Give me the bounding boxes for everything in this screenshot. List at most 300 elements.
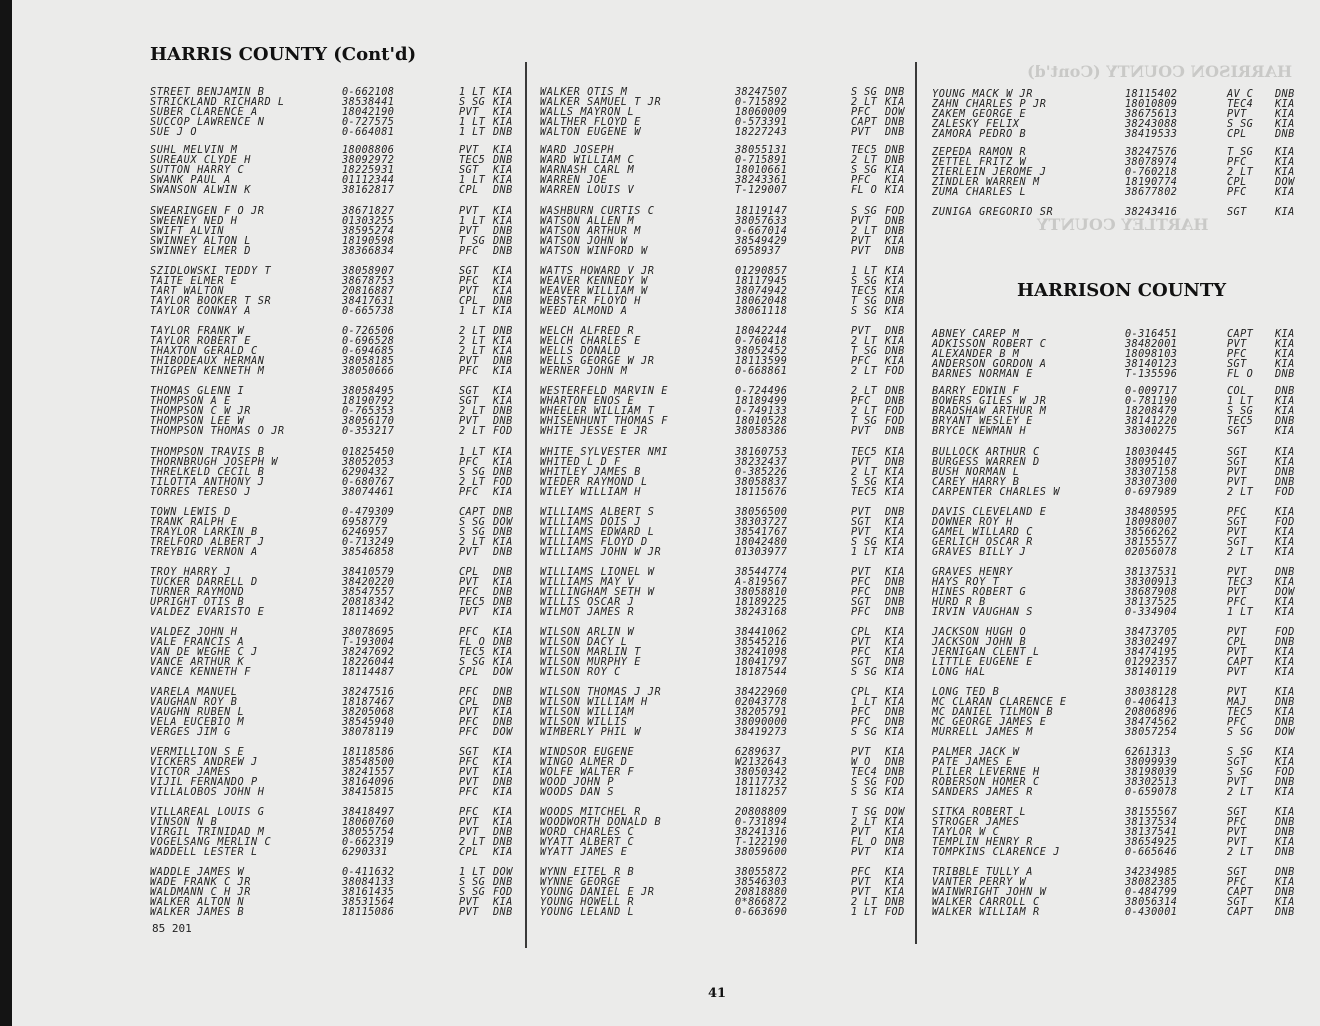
roster-entry <box>932 848 1312 858</box>
entry-status: DOW <box>493 517 513 528</box>
entry-status: DNB <box>885 717 905 728</box>
entry-status: KIA <box>493 97 513 108</box>
entry-status: FOD <box>885 416 905 427</box>
entry-grade: SGT <box>1227 207 1247 218</box>
entry-grade: PVT <box>851 507 871 518</box>
entry-grade: S SG <box>851 276 878 287</box>
entry-grade: SGT <box>1227 517 1247 528</box>
entry-name: STRICKLAND RICHARD L <box>150 97 285 108</box>
entry-name: WARD JOSEPH <box>540 145 615 156</box>
entry-name: WILMOT JAMES R <box>540 607 635 618</box>
entry-grade: 1 LT <box>459 127 486 138</box>
entry-serial-number: 38418497 <box>342 807 395 818</box>
entry-serial-number: 38654925 <box>1125 837 1178 848</box>
roster-entry <box>932 588 1312 598</box>
entry-status: DNB <box>885 216 905 227</box>
entry-grade: PFC <box>459 627 479 638</box>
entry-status: FOD <box>1275 627 1295 638</box>
entry-grade: SGT <box>459 386 479 397</box>
entry-name: THOMPSON A E <box>150 396 231 407</box>
entry-serial-number: 38677802 <box>1125 187 1178 198</box>
entry-name: TAITE ELMER E <box>150 276 238 287</box>
entry-name: VAUGHN RUBEN L <box>150 707 245 718</box>
entry-status: DNB <box>885 226 905 237</box>
entry-name: WYATT ALBERT C <box>540 837 635 848</box>
entry-grade: FL O <box>459 637 486 648</box>
entry-name: VIRGIL TRINIDAD M <box>150 827 265 838</box>
entry-name: MC CLARAN CLARENCE E <box>932 697 1067 708</box>
entry-serial-number: 0-781190 <box>1125 396 1178 407</box>
roster-block <box>932 208 1312 218</box>
entry-serial-number: 38538441 <box>342 97 395 108</box>
entry-status: DNB <box>885 757 905 768</box>
entry-grade: PVT <box>459 107 479 118</box>
entry-name: VANCE ARTHUR K <box>150 657 245 668</box>
entry-status: DNB <box>493 246 513 257</box>
entry-status: DNB <box>885 246 905 257</box>
entry-status: KIA <box>885 747 905 758</box>
entry-grade: PVT <box>459 767 479 778</box>
entry-serial-number: 38545940 <box>342 717 395 728</box>
entry-status: FOD <box>493 887 513 898</box>
entry-status: DNB <box>493 527 513 538</box>
entry-serial-number: 38052452 <box>735 346 788 357</box>
roster-entry <box>932 208 1312 218</box>
entry-grade: PFC <box>851 577 871 588</box>
entry-name: WIMBERLY PHIL W <box>540 727 642 738</box>
entry-name: SZIDLOWSKI TEDDY T <box>150 266 272 277</box>
entry-serial-number: 18042190 <box>342 107 395 118</box>
column-divider <box>525 62 527 948</box>
entry-name: TROY HARRY J <box>150 567 231 578</box>
entry-status: DOW <box>885 107 905 118</box>
entry-serial-number: 0-726506 <box>342 326 395 337</box>
entry-grade: 1 LT <box>851 266 878 277</box>
entry-status: DOW <box>493 667 513 678</box>
entry-name: THIBODEAUX HERMAN <box>150 356 265 367</box>
entry-name: BARRY EDWIN F <box>932 386 1020 397</box>
entry-name: WYNNE GEORGE <box>540 877 621 888</box>
entry-name: TRAYLOR LARKIN B <box>150 527 258 538</box>
entry-status: KIA <box>1275 157 1295 168</box>
entry-status: DNB <box>493 326 513 337</box>
entry-grade: T SG <box>1227 147 1254 158</box>
entry-serial-number: 38595274 <box>342 226 395 237</box>
entry-grade: SGT <box>459 747 479 758</box>
entry-serial-number: 18187467 <box>342 697 395 708</box>
entry-name: MURRELL JAMES M <box>932 727 1034 738</box>
harrison-county-heading: HARRISON COUNTY <box>1017 280 1227 301</box>
entry-serial-number: 0-765353 <box>342 406 395 417</box>
entry-serial-number: 38058495 <box>342 386 395 397</box>
entry-status: KIA <box>493 276 513 287</box>
entry-status: KIA <box>1275 207 1295 218</box>
entry-name: WHITLEY JAMES B <box>540 467 642 478</box>
entry-status: FOD <box>885 366 905 377</box>
entry-grade: PFC <box>459 727 479 738</box>
entry-name: TREYBIG VERNON A <box>150 547 258 558</box>
scan-left-edge <box>0 0 12 1026</box>
entry-status: DNB <box>885 577 905 588</box>
entry-name: WARREN LOUIS V <box>540 185 635 196</box>
entry-status: DNB <box>493 467 513 478</box>
entry-serial-number: 38074461 <box>342 487 395 498</box>
entry-grade: 1 LT <box>1227 607 1254 618</box>
entry-name: WALLS MAYRON L <box>540 107 635 118</box>
entry-status: KIA <box>1275 109 1295 120</box>
roster-entry <box>540 607 905 618</box>
entry-grade: 2 LT <box>1227 787 1254 798</box>
entry-serial-number: 38164096 <box>342 777 395 788</box>
entry-grade: PVT <box>459 907 479 918</box>
entry-grade: S SG <box>459 657 486 668</box>
entry-serial-number: 38057633 <box>735 216 788 227</box>
entry-serial-number: 18010528 <box>735 416 788 427</box>
entry-name: WILLIS OSCAR J <box>540 597 635 608</box>
entry-serial-number: 18189225 <box>735 597 788 608</box>
entry-grade: CPL <box>459 667 479 678</box>
entry-grade: PVT <box>1227 827 1247 838</box>
entry-name: GRAVES HENRY <box>932 567 1013 578</box>
entry-status: KIA <box>885 487 905 498</box>
entry-status: KIA <box>885 286 905 297</box>
entry-status: DNB <box>1275 386 1295 397</box>
entry-name: THORNBRUGH JOSEPH W <box>150 457 278 468</box>
entry-name: ZAMORA PEDRO B <box>932 129 1027 140</box>
entry-grade: T SG <box>851 807 878 818</box>
entry-serial-number: 01825450 <box>342 447 395 458</box>
entry-status: KIA <box>493 577 513 588</box>
entry-name: WARD WILLIAM C <box>540 155 635 166</box>
entry-status: FOD <box>885 406 905 417</box>
entry-status: KIA <box>885 477 905 488</box>
entry-status: KIA <box>1275 837 1295 848</box>
entry-serial-number: 0-353217 <box>342 426 395 437</box>
entry-serial-number: 02056078 <box>1125 547 1178 558</box>
entry-grade: 2 LT <box>1227 547 1254 558</box>
entry-name: SUREAUX CLYDE H <box>150 155 252 166</box>
roster-block <box>540 145 905 196</box>
entry-serial-number: 38056500 <box>735 507 788 518</box>
entry-grade: CAPT <box>1227 329 1254 340</box>
entry-serial-number: 38141220 <box>1125 416 1178 427</box>
entry-serial-number: 38137534 <box>1125 817 1178 828</box>
entry-name: TAYLOR FRANK W <box>150 326 245 337</box>
entry-status: DNB <box>1275 89 1295 100</box>
entry-name: WESTERFELD MARVIN E <box>540 386 668 397</box>
entry-serial-number: 38055872 <box>735 867 788 878</box>
entry-grade: PVT <box>851 127 871 138</box>
entry-status: KIA <box>885 627 905 638</box>
entry-name: YOUNG LELAND L <box>540 907 635 918</box>
entry-grade: S SG <box>851 477 878 488</box>
roster-entry <box>150 607 513 618</box>
entry-status: KIA <box>885 266 905 277</box>
entry-status: DNB <box>885 587 905 598</box>
entry-grade: TEC5 <box>459 155 486 166</box>
entry-serial-number: 18008806 <box>342 145 395 156</box>
entry-grade: 1 LT <box>851 547 878 558</box>
entry-grade: S SG <box>851 727 878 738</box>
entry-grade: CAPT <box>1227 887 1254 898</box>
entry-grade: TEC5 <box>851 487 878 498</box>
roster-entry <box>150 787 513 798</box>
entry-name: WOODS DAN S <box>540 787 615 798</box>
entry-status: DNB <box>885 657 905 668</box>
entry-grade: SGT <box>851 517 871 528</box>
entry-status: KIA <box>1275 457 1295 468</box>
entry-serial-number: 18118586 <box>342 747 395 758</box>
roster-entry <box>540 547 905 558</box>
entry-grade: 2 LT <box>459 477 486 488</box>
entry-serial-number: 38307158 <box>1125 467 1178 478</box>
entry-name: WILSON MURPHY E <box>540 657 642 668</box>
entry-status: KIA <box>1275 147 1295 158</box>
entry-serial-number: 20808809 <box>735 807 788 818</box>
entry-name: WILSON THOMAS J JR <box>540 687 662 698</box>
entry-serial-number: 0-484799 <box>1125 887 1178 898</box>
roster-block <box>932 688 1312 738</box>
entry-name: TOWN LEWIS D <box>150 507 231 518</box>
entry-status: DNB <box>885 457 905 468</box>
entry-grade: PVT <box>1227 777 1247 788</box>
entry-serial-number: 0-430001 <box>1125 907 1178 918</box>
entry-serial-number: 18041797 <box>735 657 788 668</box>
entry-serial-number: 0-009717 <box>1125 386 1178 397</box>
entry-status: KIA <box>493 457 513 468</box>
roster-entry <box>932 668 1312 678</box>
entry-status: KIA <box>885 447 905 458</box>
entry-status: KIA <box>885 877 905 888</box>
entry-serial-number: 38243361 <box>735 175 788 186</box>
entry-name: TAYLOR W C <box>932 827 1000 838</box>
entry-name: THOMPSON C W JR <box>150 406 252 417</box>
entry-grade: PVT <box>851 827 871 838</box>
roster-block <box>540 627 905 678</box>
entry-status: DNB <box>885 707 905 718</box>
roster-entry <box>932 130 1312 140</box>
roster-entry <box>150 117 513 128</box>
entry-status: KIA <box>885 887 905 898</box>
entry-grade: PFC <box>1227 187 1247 198</box>
entry-name: PALMER JACK W <box>932 747 1020 758</box>
entry-status: DNB <box>1275 847 1295 858</box>
entry-status: DNB <box>885 386 905 397</box>
entry-grade: PVT <box>459 777 479 788</box>
entry-name: SWEENEY NED H <box>150 216 238 227</box>
entry-name: SWEARINGEN F O JR <box>150 206 265 217</box>
entry-status: KIA <box>885 697 905 708</box>
entry-name: ROBERSON HOMER C <box>932 777 1040 788</box>
entry-grade: S SG <box>851 306 878 317</box>
entry-serial-number: 18118257 <box>735 787 788 798</box>
entry-name: STREET BENJAMIN B <box>150 87 265 98</box>
entry-name: SUE J O <box>150 127 198 138</box>
entry-name: WOLFE WALTER F <box>540 767 635 778</box>
entry-grade: 1 LT <box>1227 396 1254 407</box>
entry-grade: 2 LT <box>851 155 878 166</box>
entry-grade: SGT <box>459 396 479 407</box>
roster-entry <box>932 370 1312 380</box>
entry-serial-number: 38162817 <box>342 185 395 196</box>
entry-name: WILSON ARLIN W <box>540 627 635 638</box>
entry-name: ANDERSON GORDON A <box>932 359 1047 370</box>
entry-serial-number: 0-715892 <box>735 97 788 108</box>
entry-name: VARELA MANUEL <box>150 687 238 698</box>
bleed-through-text: HARTLEY COUNTY <box>1037 215 1209 234</box>
entry-name: ZEPEDA RAMON R <box>932 147 1027 158</box>
entry-serial-number: 0-479309 <box>342 507 395 518</box>
entry-grade: FL O <box>851 837 878 848</box>
entry-serial-number: 38056314 <box>1125 897 1178 908</box>
entry-status: DNB <box>493 597 513 608</box>
entry-grade: PVT <box>1227 477 1247 488</box>
roster-block <box>540 87 905 138</box>
roster-block <box>150 807 513 858</box>
entry-name: WYATT JAMES E <box>540 847 628 858</box>
entry-grade: CPL <box>1227 177 1247 188</box>
entry-name: WHEELER WILLIAM T <box>540 406 655 417</box>
entry-name: TRELFORD ALBERT J <box>150 537 265 548</box>
entry-status: KIA <box>885 567 905 578</box>
roster-entry <box>150 727 513 738</box>
entry-serial-number: 0-406413 <box>1125 697 1178 708</box>
entry-serial-number: 38546303 <box>735 877 788 888</box>
entry-serial-number: 38300275 <box>1125 426 1178 437</box>
entry-serial-number: 0-715891 <box>735 155 788 166</box>
entry-grade: PVT <box>1227 647 1247 658</box>
entry-grade: TEC5 <box>851 447 878 458</box>
entry-grade: PVT <box>459 286 479 297</box>
entry-serial-number: 38687908 <box>1125 587 1178 598</box>
entry-serial-number: 18042480 <box>735 537 788 548</box>
entry-grade: 1 LT <box>459 306 486 317</box>
entry-serial-number: 01303977 <box>735 547 788 558</box>
entry-name: ZETTEL FRITZ W <box>932 157 1027 168</box>
entry-grade: TEC5 <box>459 647 486 658</box>
entry-serial-number: 38137541 <box>1125 827 1178 838</box>
entry-serial-number: 38155567 <box>1125 807 1178 818</box>
entry-name: WILSON DACY L <box>540 637 628 648</box>
entry-status: DNB <box>1275 567 1295 578</box>
entry-grade: T SG <box>851 296 878 307</box>
entry-grade: COL <box>1227 386 1247 397</box>
entry-name: MC DANIEL TILMON B <box>932 707 1054 718</box>
entry-name: WILLIAMS DOIS J <box>540 517 642 528</box>
entry-grade: S SG <box>459 887 486 898</box>
entry-grade: TEC5 <box>851 286 878 297</box>
entry-grade: PVT <box>851 326 871 337</box>
entry-grade: PVT <box>459 226 479 237</box>
roster-entry <box>150 907 513 918</box>
entry-status: KIA <box>1275 577 1295 588</box>
entry-serial-number: 38243416 <box>1125 207 1178 218</box>
entry-name: DAVIS CLEVELAND E <box>932 507 1047 518</box>
entry-serial-number: 6261313 <box>1125 747 1171 758</box>
entry-serial-number: 38099939 <box>1125 757 1178 768</box>
roster-entry <box>932 788 1312 798</box>
entry-grade: PVT <box>851 216 871 227</box>
entry-grade: PVT <box>459 817 479 828</box>
entry-name: WARNASH CARL M <box>540 165 635 176</box>
entry-name: WELLS GEORGE W JR <box>540 356 655 367</box>
entry-status: KIA <box>1275 877 1295 888</box>
entry-grade: PVT <box>1227 109 1247 120</box>
entry-status: KIA <box>493 787 513 798</box>
entry-status: DNB <box>1275 477 1295 488</box>
entry-grade: PFC <box>459 487 479 498</box>
entry-serial-number: 38232437 <box>735 457 788 468</box>
entry-name: HURD R B <box>932 597 986 608</box>
entry-serial-number: 18187544 <box>735 667 788 678</box>
entry-name: GERLICH OSCAR R <box>932 537 1034 548</box>
entry-name: WILSON WILLIS <box>540 717 628 728</box>
entry-status: DNB <box>885 145 905 156</box>
entry-serial-number: 38050666 <box>342 366 395 377</box>
entry-status: DNB <box>493 777 513 788</box>
entry-status: KIA <box>1275 359 1295 370</box>
entry-status: DNB <box>493 697 513 708</box>
entry-serial-number: 18117732 <box>735 777 788 788</box>
entry-serial-number: 18030445 <box>1125 447 1178 458</box>
entry-name: THOMPSON TRAVIS B <box>150 447 265 458</box>
entry-status: FOD <box>1275 767 1295 778</box>
entry-serial-number: 0-662319 <box>342 837 395 848</box>
entry-serial-number: 38302497 <box>1125 637 1178 648</box>
entry-name: WILEY WILLIAM H <box>540 487 642 498</box>
entry-name: WADE FRANK C JR <box>150 877 252 888</box>
entry-serial-number: 18098103 <box>1125 349 1178 360</box>
entry-name: VERMILLION S E <box>150 747 245 758</box>
entry-name: PLILER LEVERNE H <box>932 767 1040 778</box>
entry-grade: 2 LT <box>851 226 878 237</box>
entry-grade: 2 LT <box>459 336 486 347</box>
entry-name: JERNIGAN CLENT L <box>932 647 1040 658</box>
entry-serial-number: 01112344 <box>342 175 395 186</box>
entry-status: DNB <box>493 837 513 848</box>
entry-serial-number: 38061118 <box>735 306 788 317</box>
entry-status: KIA <box>885 236 905 247</box>
entry-status: DNB <box>493 547 513 558</box>
entry-name: WELCH CHARLES E <box>540 336 642 347</box>
roster-block <box>540 447 905 498</box>
entry-grade: PVT <box>1227 339 1247 350</box>
entry-name: WYNN EITEL R B <box>540 867 635 878</box>
entry-name: WELLS DONALD <box>540 346 621 357</box>
entry-name: YOUNG MACK W JR <box>932 89 1034 100</box>
entry-name: SWINNEY ALTON L <box>150 236 252 247</box>
entry-name: YOUNG HOWELL R <box>540 897 635 908</box>
entry-grade: 2 LT <box>459 537 486 548</box>
entry-grade: PVT <box>851 236 871 247</box>
roster-block <box>540 807 905 858</box>
entry-status: KIA <box>1275 447 1295 458</box>
entry-grade: SGT <box>1227 757 1247 768</box>
entry-grade: S SG <box>851 87 878 98</box>
entry-name: WEED ALMOND A <box>540 306 628 317</box>
entry-name: WERNER JOHN M <box>540 366 628 377</box>
entry-serial-number: 38058837 <box>735 477 788 488</box>
entry-grade: PVT <box>459 416 479 427</box>
roster-entry <box>150 306 513 317</box>
entry-grade: S SG <box>459 877 486 888</box>
entry-name: WALKER JAMES B <box>150 907 245 918</box>
entry-status: DNB <box>493 907 513 918</box>
entry-grade: 2 LT <box>851 366 878 377</box>
entry-grade: PVT <box>1227 667 1247 678</box>
entry-serial-number: 18115676 <box>735 487 788 498</box>
entry-grade: PVT <box>459 827 479 838</box>
